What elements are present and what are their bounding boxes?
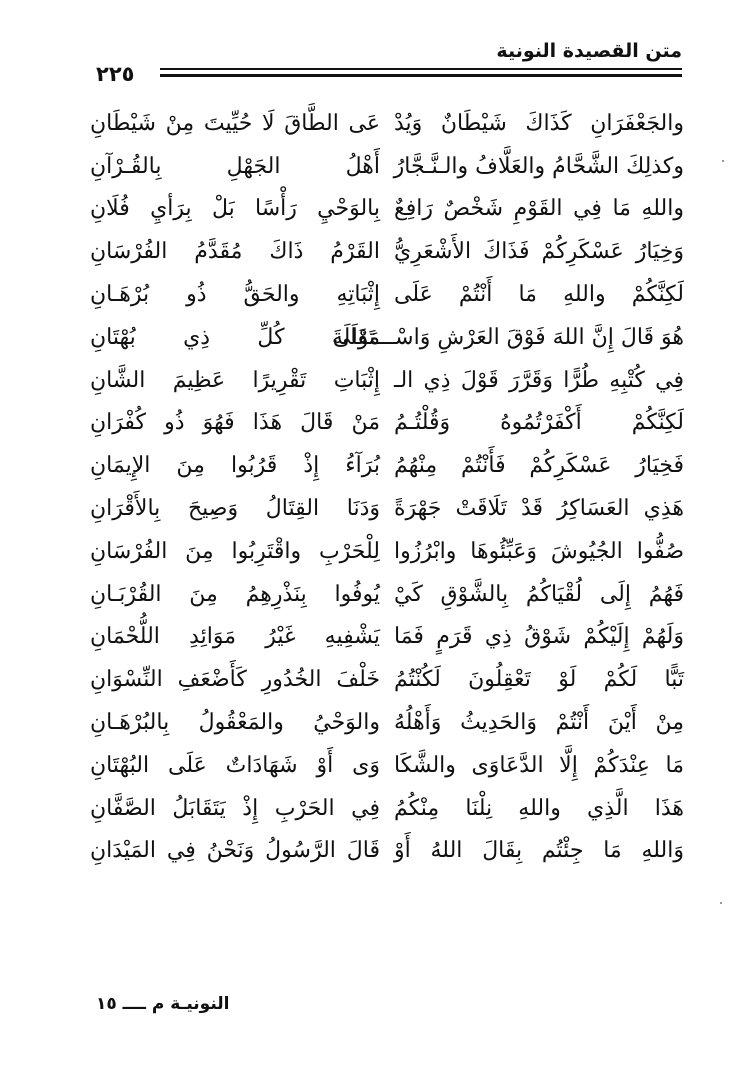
first-hemistich: صُفُّوا الجُيُوشَ وَعَبِّئُوهَا وابْرُزُوا: [394, 538, 684, 564]
first-hemistich: والجَعْفَرَانِ كَذَاكَ شَيْطَانٌ وَيُدْ: [394, 110, 684, 136]
first-hemistich: وَاللهِ مَا جِئْتُم بِقَالَ اللهُ أَوْ: [394, 838, 684, 864]
verse-line: [90, 573, 684, 616]
first-hemistich: وَلَهُمْ إِلَيْكُمْ شَوْقُ ذِي قَرَمٍ فَمَا: [394, 624, 684, 650]
second-hemistich: عَى الطَّاقَ لَا حُيِّيتَ مِنْ شَيْطَانِ: [90, 110, 380, 136]
second-hemistich: مَقَالَةَ كُلِّ ذِي بُهْتَانِ: [90, 324, 380, 350]
verse-line: [90, 658, 684, 701]
scan-speck: [722, 160, 724, 162]
second-hemistich: والوَحْيُ والمَعْقُولُ بِالبُرْهَـانِ: [90, 710, 380, 736]
page-number: ٢٢٥: [96, 62, 135, 86]
second-hemistich: وَدَنَا القِتَالُ وَصِيحَ بِالأَقْرَانِ: [90, 496, 380, 522]
verse-line: [90, 145, 684, 188]
second-hemistich: بِالوَحْيِ رَأْسًا بَلْ بِرَأيِ فُلَانِ: [90, 196, 380, 222]
second-hemistich: القَرْمُ ذَاكَ مُقَدَّمُ الفُرْسَانِ: [90, 239, 380, 265]
second-hemistich: لِلْحَرْبِ واقْتَرِبُوا مِنَ الفُرْسَانِ: [90, 538, 380, 564]
first-hemistich: تَبًّا لَكُمْ لَوْ تَعْقِلُونَ لَكُنْتُمُ: [394, 667, 684, 693]
verse-line: [90, 230, 684, 273]
first-hemistich: فَهُمُ إِلَى لُقْيَاكُمُ بِالشَّوْقِ كَيْ: [394, 581, 684, 607]
header-rule-thin: [160, 68, 682, 70]
verse-line: [90, 530, 684, 573]
header-rule-thick: [160, 74, 682, 77]
second-hemistich: أَهْلُ الجَهْلِ بِالقُـرْآنِ: [90, 153, 380, 179]
first-hemistich: وكذلِكَ الشَّحَّامُ والعَلَّافُ والـنَّـجَّارُ: [393, 153, 684, 179]
verse-line: [90, 616, 684, 659]
running-title: متن القصيدة النونية: [496, 40, 682, 62]
first-hemistich: فِي كُتْبِهِ طُرًّا وَقَرَّرَ قَوْلَ ذِي الـ: [394, 367, 684, 393]
first-hemistich: وَخِيَارُ عَسْكَرِكُمْ فَذَاكَ الأَشْعَرِيُّ: [394, 239, 684, 265]
second-hemistich: يُوفُوا بِنَذْرِهِمُ مِنَ القُرْبَـانِ: [90, 581, 380, 607]
verse-line: [90, 188, 684, 231]
verse-line: [90, 701, 684, 744]
first-hemistich: فَخِيَارُ عَسْكَرِكُمْ فَأَنْتُمْ مِنْهُمُ: [394, 453, 684, 479]
verse-line: [90, 402, 684, 445]
verse-line: [90, 273, 684, 316]
second-hemistich: إِثْبَاتِ تَقْرِيرًا عَظِيمَ الشَّانِ: [90, 367, 380, 393]
first-hemistich: هَذَا الَّذِي واللهِ نِلْنَا مِنْكُمُ: [394, 795, 684, 821]
first-hemistich: هُوَ قَالَ إِنَّ اللهَ فَوْقَ العَرْشِ وَاسْـــتَوْلَى: [332, 324, 684, 350]
scan-speck: [720, 902, 722, 904]
signature-mark: النونيـة م ــــ ١٥: [96, 994, 230, 1014]
second-hemistich: مَنْ قَالَ هَذَا فَهُوَ ذُو كُفْرَانِ: [90, 410, 380, 436]
first-hemistich: مِنْ أَيْنَ أَنْتُمْ وَالحَدِيثُ وَأَهْلُهُ: [394, 710, 684, 736]
second-hemistich: فِي الحَرْبِ إِذْ يَتَقَابَلُ الصَّفَّانِ: [90, 795, 380, 821]
verse-line: [90, 787, 684, 830]
verse-line: [90, 830, 684, 873]
first-hemistich: لَكِنَّكُمْ واللهِ مَا أَنْتُمْ عَلَى: [394, 282, 684, 308]
verse-line: [90, 444, 684, 487]
second-hemistich: وَى أَوْ شَهَادَاتٌ عَلَى البُهْتَانِ: [90, 752, 380, 778]
first-hemistich: هَذِي العَسَاكِرُ قَدْ تَلَاقَتْ جَهْرَةً: [394, 496, 684, 522]
second-hemistich: يَشْفِيهِ غَيْرُ مَوَائِدِ اللُّحْمَانِ: [90, 624, 380, 650]
first-hemistich: مَا عِنْدَكُمْ إِلَّا الدَّعَاوَى والشَّكَا: [394, 752, 684, 778]
second-hemistich: قَالَ الرَّسُولُ وَنَحْنُ فِي المَيْدَانِ: [90, 838, 380, 864]
verse-line: [90, 316, 684, 359]
first-hemistich: واللهِ مَا فِي القَوْمِ شَخْصٌ رَافِعٌ: [394, 196, 684, 222]
page-header: [88, 36, 682, 84]
second-hemistich: خَلْفَ الخُدُورِ كَأَضْعَفِ النِّسْوَانِ: [90, 667, 380, 693]
second-hemistich: إِثْبَاتِهِ والحَقُّ ذُو بُرْهَـانِ: [90, 282, 380, 308]
second-hemistich: بُرَآءُ إِذْ قَرُبُوا مِنَ الإِيمَانِ: [90, 453, 380, 479]
verse-line: [90, 487, 684, 530]
first-hemistich: لَكِنَّكُمْ أَكْفَرْتُمُوهُ وَقُلْتُـمُ: [394, 410, 684, 436]
verse-line: [90, 102, 684, 145]
verse-line: [90, 359, 684, 402]
verse-line: [90, 744, 684, 787]
poem-body: [90, 102, 684, 872]
